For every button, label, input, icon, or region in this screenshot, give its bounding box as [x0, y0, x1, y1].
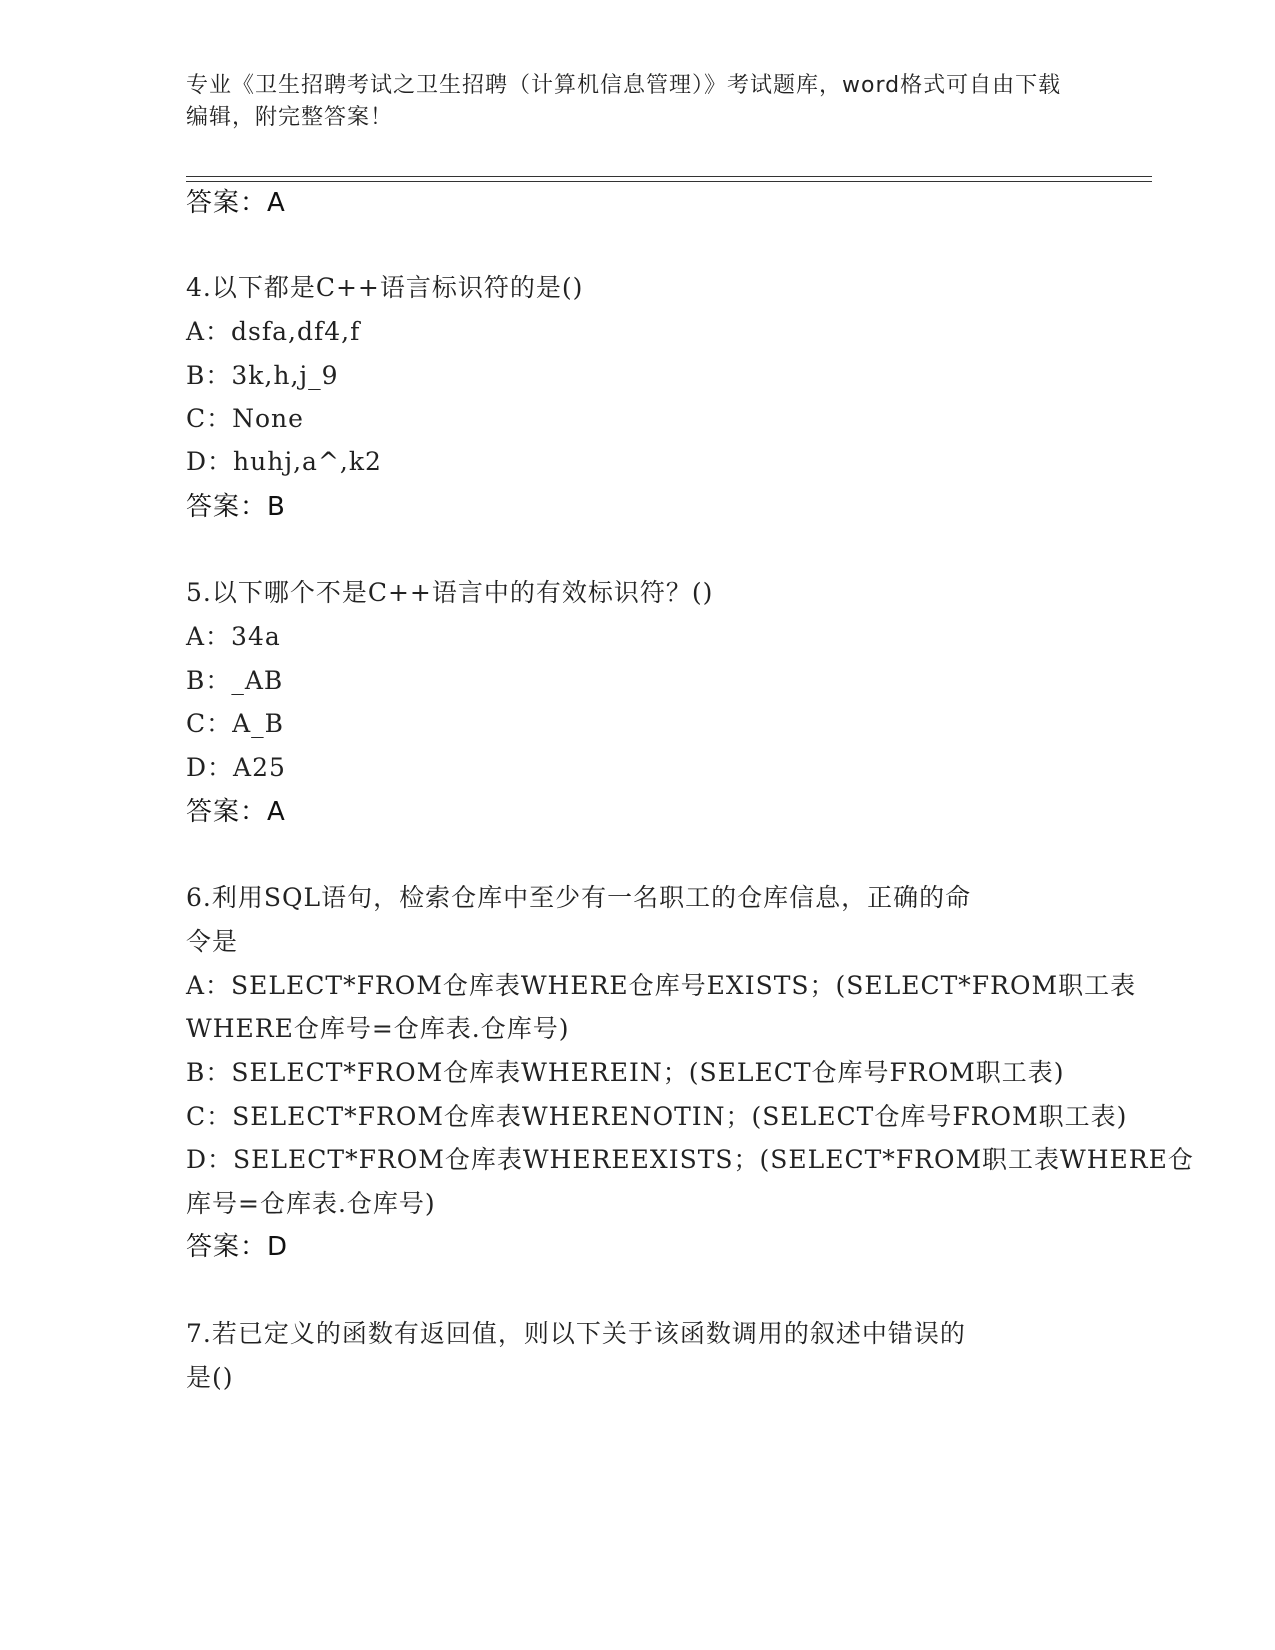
- question-5-option-d: D：A25: [186, 753, 286, 782]
- question-4-option-b: B：3k,h,j_9: [186, 361, 339, 390]
- question-6-option-d-line-1: D：SELECT*FROM仓库表WHEREEXISTS；(SELECT*FROM职工表WHERE仓: [186, 1145, 1194, 1174]
- question-5-option-a: A：34a: [186, 622, 281, 651]
- question-6-option-a-line-1: A：SELECT*FROM仓库表WHERE仓库号EXISTS；(SELECT*FROM职工表: [186, 971, 1137, 1000]
- question-6-option-d-line-2: 库号=仓库表.仓库号): [186, 1189, 436, 1218]
- question-6-answer: 答案：D: [186, 1232, 289, 1262]
- header-divider-top: [186, 176, 1152, 177]
- question-4-option-a: A：dsfa,df4,f: [186, 317, 361, 346]
- question-6-stem-line-1: 6.利用SQL语句，检索仓库中至少有一名职工的仓库信息，正确的命: [186, 883, 972, 912]
- question-5-option-c: C：A_B: [186, 709, 285, 738]
- question-7-stem-line-2: 是(): [186, 1363, 234, 1392]
- question-4-option-d: D：huhj,a^,k2: [186, 447, 382, 476]
- previous-answer: 答案：A: [186, 188, 286, 218]
- question-6-option-a-line-2: WHERE仓库号=仓库表.仓库号): [186, 1014, 570, 1043]
- question-6-option-b: B：SELECT*FROM仓库表WHEREIN；(SELECT仓库号FROM职工表): [186, 1058, 1065, 1087]
- question-6-stem-line-2: 令是: [186, 927, 239, 956]
- question-4-stem: 4.以下都是C++语言标识符的是(): [186, 273, 584, 302]
- header-divider-bottom: [186, 181, 1152, 182]
- document-header: 专业《卫生招聘考试之卫生招聘（计算机信息管理）》考试题库，word格式可自由下载编辑，附完整答案！: [186, 73, 1062, 130]
- question-7-stem-line-1: 7.若已定义的函数有返回值，则以下关于该函数调用的叙述中错误的: [186, 1319, 966, 1348]
- question-6-option-c: C：SELECT*FROM仓库表WHERENOTIN；(SELECT仓库号FROM职工表): [186, 1102, 1128, 1131]
- question-5-stem: 5.以下哪个不是C++语言中的有效标识符？(): [186, 578, 714, 607]
- question-4-answer: 答案：B: [186, 492, 286, 522]
- question-5-answer: 答案：A: [186, 797, 286, 827]
- question-4-option-c: C：None: [186, 404, 304, 433]
- question-5-option-b: B：_AB: [186, 666, 284, 695]
